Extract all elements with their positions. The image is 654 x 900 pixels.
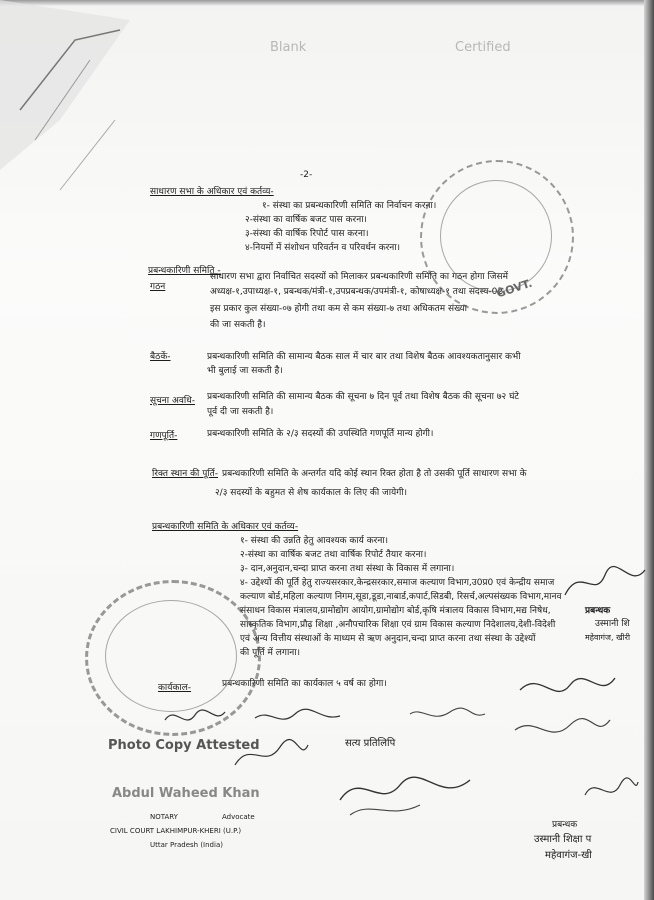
formation-line-4: की जा सकती है। bbox=[210, 320, 266, 330]
vacancy-heading: रिक्त स्थान की पूर्ति- bbox=[152, 469, 219, 479]
notary-court: CIVIL COURT LAKHIMPUR-KHERI (U.P.) bbox=[110, 827, 242, 835]
cp-line-7: सांस्कृतिक विभाग,प्रौढ़ शिक्षा ,अनौपचारिक शिक्षा एवं ग्राम विकास कल्याण निदेशालय,देशी-विदेशी bbox=[240, 620, 556, 630]
general-assembly-heading: साधारण सभा के अधिकार एवं कर्तव्य- bbox=[150, 187, 274, 197]
notary-round-stamp-inner bbox=[105, 600, 237, 712]
vacancy-line-1: प्रबन्धकारिणी समिति के अन्तर्गत यदि कोई स्थान रिक्त होता है तो उसकी पूर्ति साधारण सभा के bbox=[222, 469, 527, 479]
ga-item-3: ३-संस्था की वार्षिक रिपोर्ट पास करना। bbox=[245, 229, 369, 239]
committee-powers-heading: प्रबन्धकारिणी समिति के अधिकार एवं कर्तव्य- bbox=[152, 522, 299, 532]
formation-line-1: साधारण सभा द्वारा निर्वाचित सदस्यों को मिलाकर प्रबन्धकारिणी समिति का गठन होगा जिसमें bbox=[210, 272, 508, 282]
cp-line-3: ३- दान,अनुदान,चन्दा प्राप्त करना तथा संस्था के विकास में लगाना। bbox=[240, 564, 455, 574]
right-mid-org: उस्मानी शि bbox=[595, 619, 630, 629]
cp-line-2: २-संस्था का वार्षिक बजट तथा वार्षिक रिपोर्ट तैयार करना। bbox=[240, 550, 427, 560]
vacancy-line-2: २/३ सदस्यों के बहुमत से शेष कार्यकाल के लिए की जायेगी। bbox=[215, 488, 408, 498]
corner-fold-graphic bbox=[0, 0, 140, 200]
quorum-text: प्रबन्धकारिणी समिति के २/३ सदस्यों की उपस्थिति गणपूर्ति मान्य होगी। bbox=[207, 429, 434, 439]
cp-line-1: १- संस्था की उन्नति हेतु आवश्यक कार्य करना। bbox=[240, 536, 389, 546]
bottom-right-org: उस्मानी शिक्षा प bbox=[534, 834, 592, 845]
page-number: -2- bbox=[300, 170, 313, 180]
cp-line-5: कल्याण बोर्ड,महिला कल्याण निगम,सूडा,डूडा,नाबार्ड,कपार्ट,सिडबी, रिसर्च,अल्पसंख्यक विभाग,मानव bbox=[240, 592, 562, 602]
signature-center bbox=[330, 760, 480, 820]
tenure-label: कार्यकाल- bbox=[158, 683, 192, 693]
signature-row bbox=[160, 700, 490, 740]
formation-label: गठन bbox=[150, 282, 166, 292]
right-mid-place: महेवागंज, खीरी bbox=[585, 633, 631, 642]
signature-right-top bbox=[560, 560, 650, 610]
ga-item-4: ४-नियमों में संशोधन परिवर्तन व परिवर्धन करना। bbox=[245, 243, 401, 253]
notice-line-2: पूर्व दी जा सकती है। bbox=[207, 407, 274, 417]
meetings-line-1: प्रबन्धकारिणी समिति की सामान्य बैठक साल में चार बार तथा विशेष बैठक आवश्यकतानुसार कभी bbox=[207, 352, 521, 362]
cp-line-6: संसाधन विकास मंत्रालय,ग्रामोद्योग आयोग,ग्रामोद्योग बोर्ड,कृषि मंत्रालय विकास विभाग,मद्य निषेध, bbox=[240, 606, 551, 616]
notary-advocate: Advocate bbox=[222, 813, 255, 821]
formation-line-3: इस प्रकार कुल संख्या-०७ होगी तथा कम से कम संख्या-७ तथा अधिकतम संख्या bbox=[210, 304, 467, 314]
formation-line-2: अध्यक्ष-१,उपाध्यक्ष-१, प्रबन्धक/मंत्री-१,उपप्रबन्धक/उपमंत्री-१, कोषाध्यक्ष-१ तथा सदस्य-02 bbox=[210, 287, 504, 297]
bottom-right-place: महेवागंज-खी bbox=[545, 850, 592, 861]
signature-bottom-right bbox=[580, 770, 640, 810]
bottom-right-manager: प्रबन्धक bbox=[552, 820, 578, 830]
header-faint-right: Certified bbox=[455, 40, 511, 55]
cp-line-8: एवं अन्य वित्तीय संस्थाओं के माध्यम से ऋण अनुदान,चन्दा प्राप्त करना तथा संस्था के उद्देश्यों bbox=[240, 634, 536, 644]
scan-right-edge bbox=[644, 0, 654, 900]
meetings-line-2: भी बुलाई जा सकती है। bbox=[207, 366, 283, 376]
cp-line-4: ४- उद्देश्यों की पूर्ति हेतु राज्यसरकार,केन्द्रसरकार,समाज कल्याण विभाग,उ0प्र0 एवं केन्द्रीय समाज bbox=[240, 578, 555, 588]
true-copy-label: सत्य प्रतिलिपि bbox=[345, 738, 396, 749]
tenure-text: प्रबन्धकारिणी समिति का कार्यकाल ५ वर्ष का होगा। bbox=[222, 679, 387, 689]
header-faint-left: Blank bbox=[270, 40, 307, 55]
notary-name: Abdul Waheed Khan bbox=[112, 786, 260, 801]
notice-label: सूचना अवधि- bbox=[150, 396, 195, 406]
notary-title: NOTARY bbox=[150, 813, 178, 821]
quorum-label: गणपूर्ति- bbox=[150, 431, 178, 441]
managing-committee-heading: प्रबन्धकारिणी समिति - bbox=[148, 266, 221, 276]
notary-state: Uttar Pradesh (India) bbox=[150, 841, 223, 849]
ga-item-1: १- संस्था का प्रबन्धकारिणी समिति का निर्वाचन करना। bbox=[262, 201, 437, 211]
meetings-label: बैठकें- bbox=[150, 352, 171, 362]
right-mid-manager: प्रबन्धक bbox=[585, 606, 611, 616]
cp-line-9: की पूर्ति में लगाना। bbox=[240, 648, 301, 658]
official-round-stamp-inner bbox=[440, 180, 552, 292]
ga-item-2: २-संस्था का वार्षिक बजट पास करना। bbox=[245, 215, 367, 225]
photo-copy-attested: Photo Copy Attested bbox=[108, 738, 260, 753]
signature-right-middle bbox=[510, 670, 620, 750]
stamp-label: GOVT. bbox=[494, 276, 534, 301]
notice-line-1: प्रबन्धकारिणी समिति की सामान्य बैठक की सूचना ७ दिन पूर्व तथा विशेष बैठक की सूचना ७२ घंटे bbox=[207, 392, 519, 402]
